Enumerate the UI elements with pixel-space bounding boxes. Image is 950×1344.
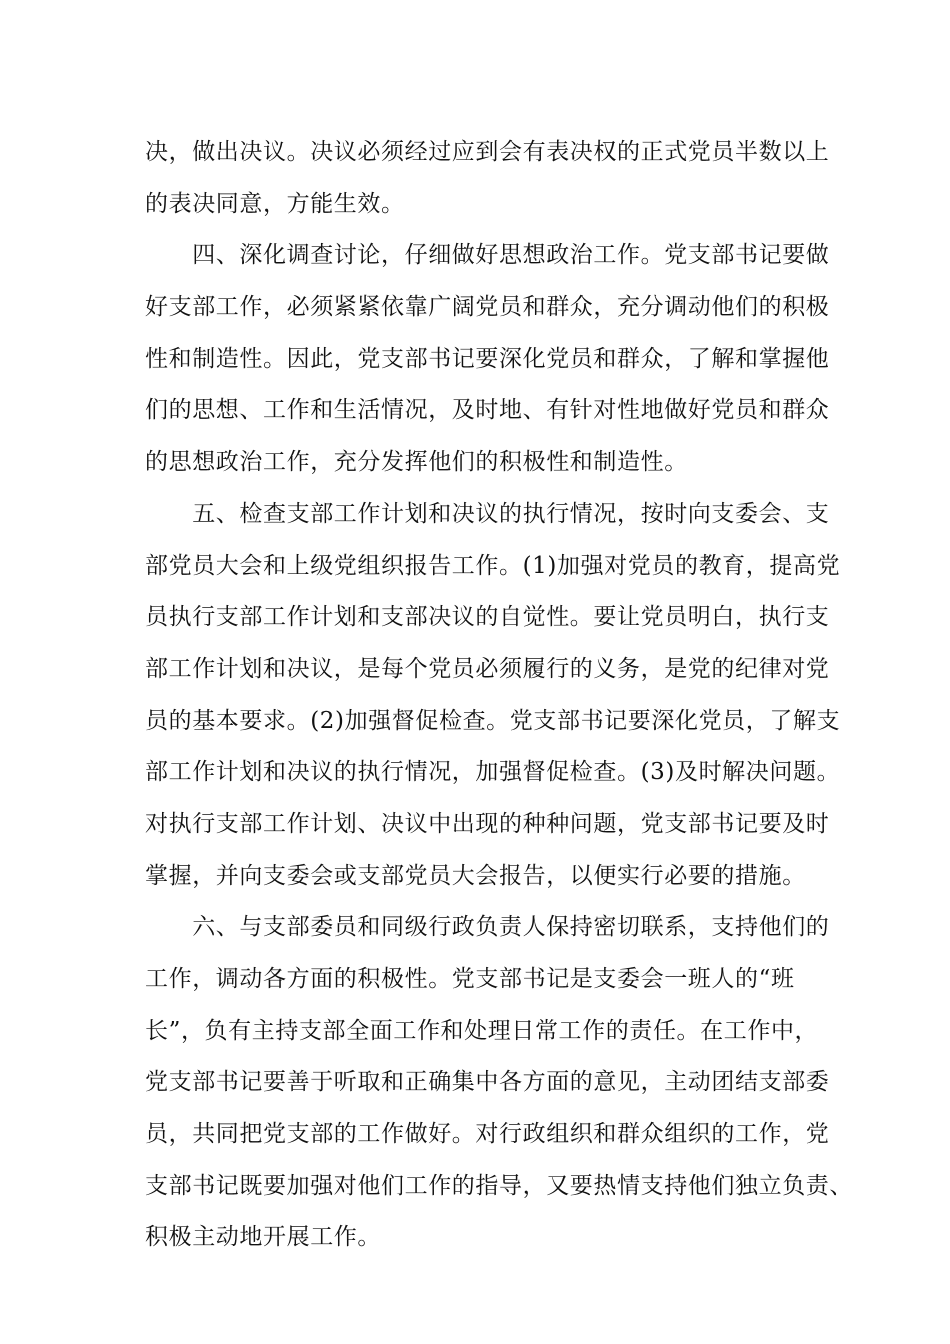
text-line: 对执行支部工作计划、决议中出现的种种问题，党支部书记要及时 <box>145 810 830 837</box>
text-line: 工作，调动各方面的积极性。党支部书记是支委会一班人的“班 <box>145 966 795 992</box>
text-line: 性和制造性。因此，党支部书记要深化党员和群众，了解和掌握他 <box>145 345 830 372</box>
text-line: 的思想政治工作，充分发挥他们的积极性和制造性。 <box>145 449 688 476</box>
text-line: 员，共同把党支部的工作做好。对行政组织和群众组织的工作，党 <box>145 1121 830 1148</box>
text-line: 们的思想、工作和生活情况，及时地、有针对性地做好党员和群众 <box>145 397 830 424</box>
body-text <box>145 132 853 1269</box>
text-line: 支部书记既要加强对他们工作的指导，又要热情支持他们独立负责、 <box>145 1172 853 1199</box>
text-line: 的表决同意，方能生效。 <box>145 190 405 217</box>
text-line: 六、与支部委员和同级行政负责人保持密切联系，支持他们的 <box>145 914 830 941</box>
text-line: 四、深化调查讨论，仔细做好思想政治工作。党支部书记要做 <box>145 242 830 269</box>
text-line: 部工作计划和决议，是每个党员必须履行的义务，是党的纪律对党 <box>145 655 830 682</box>
text-line: 五、检查支部工作计划和决议的执行情况，按时向支委会、支 <box>145 500 830 527</box>
text-line: 决，做出决议。决议必须经过应到会有表决权的正式党员半数以上 <box>145 139 830 165</box>
text-line: 部党员大会和上级党组织报告工作。(1)加强对党员的教育，提高党 <box>145 552 841 579</box>
text-line: 好支部工作，必须紧紧依靠广阔党员和群众，充分调动他们的积极 <box>145 294 830 321</box>
text-line: 员执行支部工作计划和支部决议的自觉性。要让党员明白，执行支 <box>145 604 830 631</box>
text-line: 掌握，并向支委会或支部党员大会报告，以便实行必要的措施。 <box>145 862 806 889</box>
text-line: 积极主动地开展工作。 <box>145 1224 381 1251</box>
text-line: 党支部书记要善于听取和正确集中各方面的意见，主动团结支部委 <box>145 1069 830 1096</box>
text-line: 员的基本要求。(2)加强督促检查。党支部书记要深化党员，了解支 <box>145 707 841 734</box>
text-line: 部工作计划和决议的执行情况，加强督促检查。(3)及时解决问题。 <box>145 759 841 786</box>
text-line: 长”，负有主持支部全面工作和处理日常工作的责任。在工作中， <box>145 1017 819 1044</box>
